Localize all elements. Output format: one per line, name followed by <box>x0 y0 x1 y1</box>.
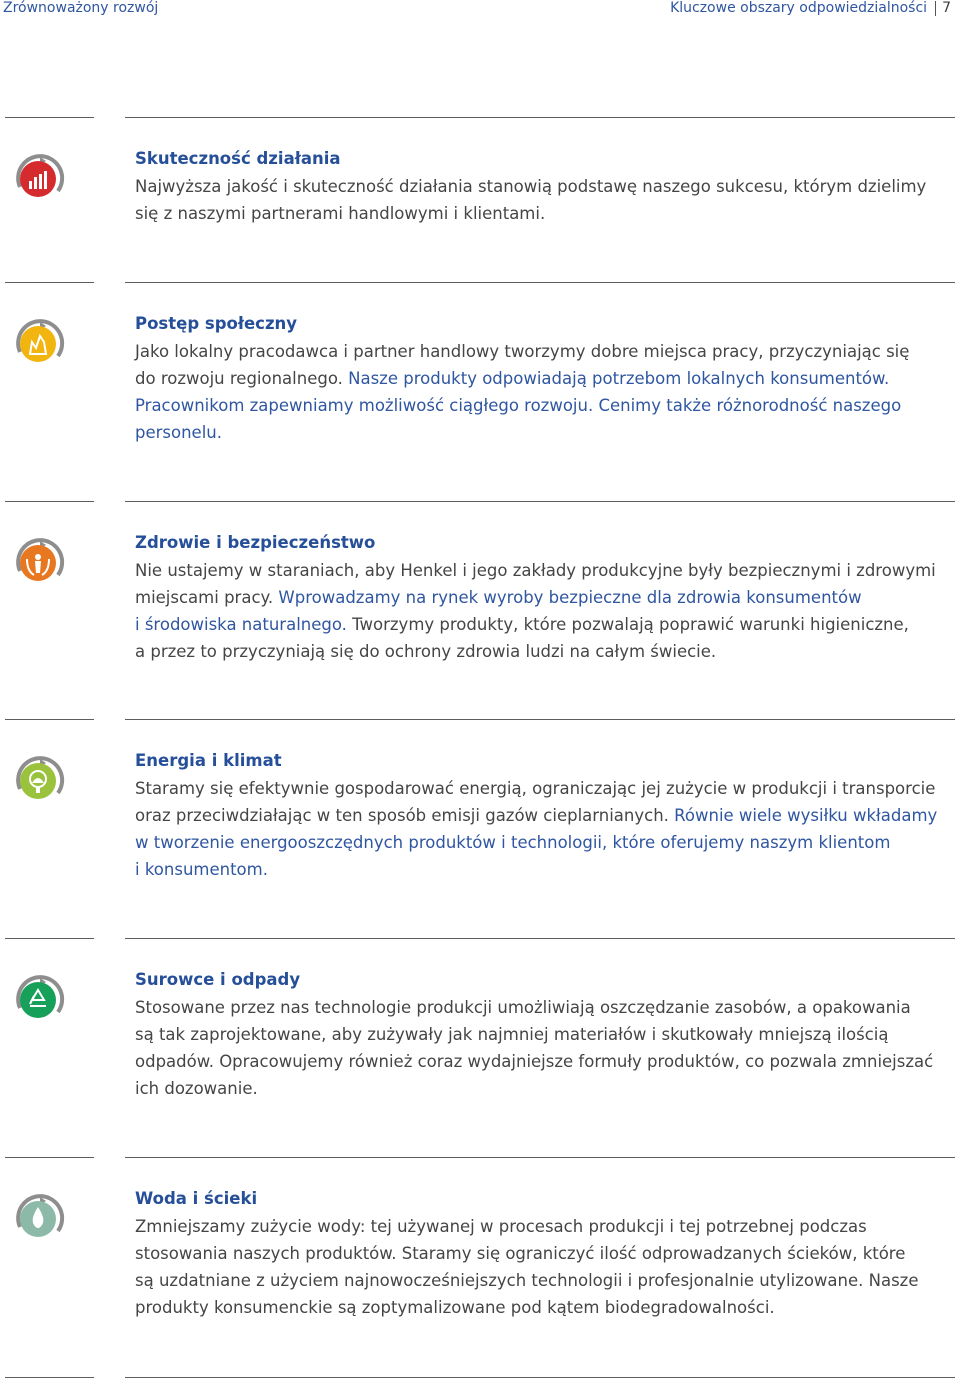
energy-climate-icon <box>10 749 66 809</box>
section-rule-long <box>125 1157 955 1158</box>
body-line <box>135 584 950 611</box>
recycling-icon <box>10 968 66 1028</box>
body-line: Jako lokalny pracodawca i partner handlowy tworzymy dobre miejsca pracy, przyczyniając się <box>135 342 910 361</box>
body-text: do rozwoju regionalnego. <box>135 369 343 388</box>
body-text: Tworzymy produkty, które pozwalają poprawić warunki higieniczne, <box>346 615 909 634</box>
section-rule-short <box>5 501 94 502</box>
body-line: w tworzenie energooszczędnych produktów i technologii, które oferujemy naszym klientom <box>135 833 891 852</box>
header-chapter <box>670 0 951 16</box>
body-line <box>135 611 950 638</box>
body-text: oraz przeciwdziałając w ten sposób emisji gazów cieplarnianych. <box>135 806 669 825</box>
body-line: Nie ustajemy w staraniach, aby Henkel i jego zakłady produkcyjne były bezpiecznymi i zdrowymi <box>135 561 936 580</box>
body-line: ich dozowanie. <box>135 1079 258 1098</box>
body-text: miejscami pracy. <box>135 588 274 607</box>
section-title: Postęp społeczny <box>135 314 298 333</box>
section-body <box>135 775 950 883</box>
header-divider <box>935 1 936 16</box>
section-rule-short <box>5 117 94 118</box>
section-rule-long <box>125 938 955 939</box>
body-text-highlight: Równie wiele wysiłku wkładamy <box>668 806 938 825</box>
section-body <box>135 557 950 665</box>
performance-chart-icon <box>10 147 66 207</box>
section-body <box>135 173 950 227</box>
body-line: produkty konsumenckie są zoptymalizowane pod kątem biodegradowalności. <box>135 1298 775 1317</box>
body-text-highlight: i środowiska naturalnego. <box>135 615 347 634</box>
section-rule-long <box>125 719 955 720</box>
body-text-highlight: Wprowadzamy na rynek wyroby bezpieczne dla zdrowia konsumentów <box>273 588 862 607</box>
section-rule-long <box>125 282 955 283</box>
body-line: są uzdatniane z użyciem najnowocześniejszych technologii i profesjonalnie utylizowane. Nasze <box>135 1271 919 1290</box>
body-text-highlight: Nasze produkty odpowiadają potrzebom lokalnych konsumentów. <box>342 369 890 388</box>
header-section-title: Zrównoważony rozwój <box>3 0 159 16</box>
water-icon <box>10 1187 66 1247</box>
body-line: stosowania naszych produktów. Staramy się ograniczyć ilość odprowadzanych ścieków, które <box>135 1244 906 1263</box>
running-header <box>0 0 960 20</box>
section-body <box>135 338 950 446</box>
header-chapter-title: Kluczowe obszary odpowiedzialności <box>670 0 928 16</box>
section-body <box>135 994 950 1102</box>
body-line: odpadów. Opracowujemy również coraz wydajniejsze formuły produktów, co pozwala zmniejszać <box>135 1052 934 1071</box>
section-rule-short <box>5 282 94 283</box>
section-rule-long <box>125 501 955 502</box>
body-line: Staramy się efektywnie gospodarować energią, ograniczając jej zużycie w produkcji i transporcie <box>135 779 936 798</box>
body-line: i konsumentom. <box>135 860 268 879</box>
body-line: Pracownikom zapewniamy możliwość ciągłego rozwoju. Cenimy także różnorodność naszego <box>135 396 902 415</box>
section-rule-short <box>5 938 94 939</box>
section-rule-long <box>125 1377 955 1378</box>
section-title: Surowce i odpady <box>135 970 301 989</box>
social-progress-icon <box>10 312 66 372</box>
body-line: się z naszymi partnerami handlowymi i klientami. <box>135 204 546 223</box>
body-line: są tak zaprojektowane, aby zużywały jak najmniej materiałów i skutkowały mniejszą ilością <box>135 1025 889 1044</box>
section-title: Skuteczność działania <box>135 149 341 168</box>
page-number: 7 <box>942 0 951 16</box>
health-safety-icon <box>10 531 66 591</box>
body-line: personelu. <box>135 423 222 442</box>
body-line: a przez to przyczyniają się do ochrony zdrowia ludzi na całym świecie. <box>135 642 717 661</box>
body-line: Najwyższa jakość i skuteczność działania stanowią podstawę naszego sukcesu, którym dzielimy <box>135 177 927 196</box>
section-body <box>135 1213 950 1321</box>
body-line <box>135 365 950 392</box>
body-line: Stosowane przez nas technologie produkcji umożliwiają oszczędzanie zasobów, a opakowania <box>135 998 911 1017</box>
section-rule-long <box>125 117 955 118</box>
body-line <box>135 802 950 829</box>
section-rule-short <box>5 1377 94 1378</box>
body-line: Zmniejszamy zużycie wody: tej używanej w procesach produkcji i tej potrzebnej podczas <box>135 1217 867 1236</box>
section-title: Energia i klimat <box>135 751 282 770</box>
section-title: Woda i ścieki <box>135 1189 258 1208</box>
section-title: Zdrowie i bezpieczeństwo <box>135 533 376 552</box>
section-rule-short <box>5 1157 94 1158</box>
section-rule-short <box>5 719 94 720</box>
